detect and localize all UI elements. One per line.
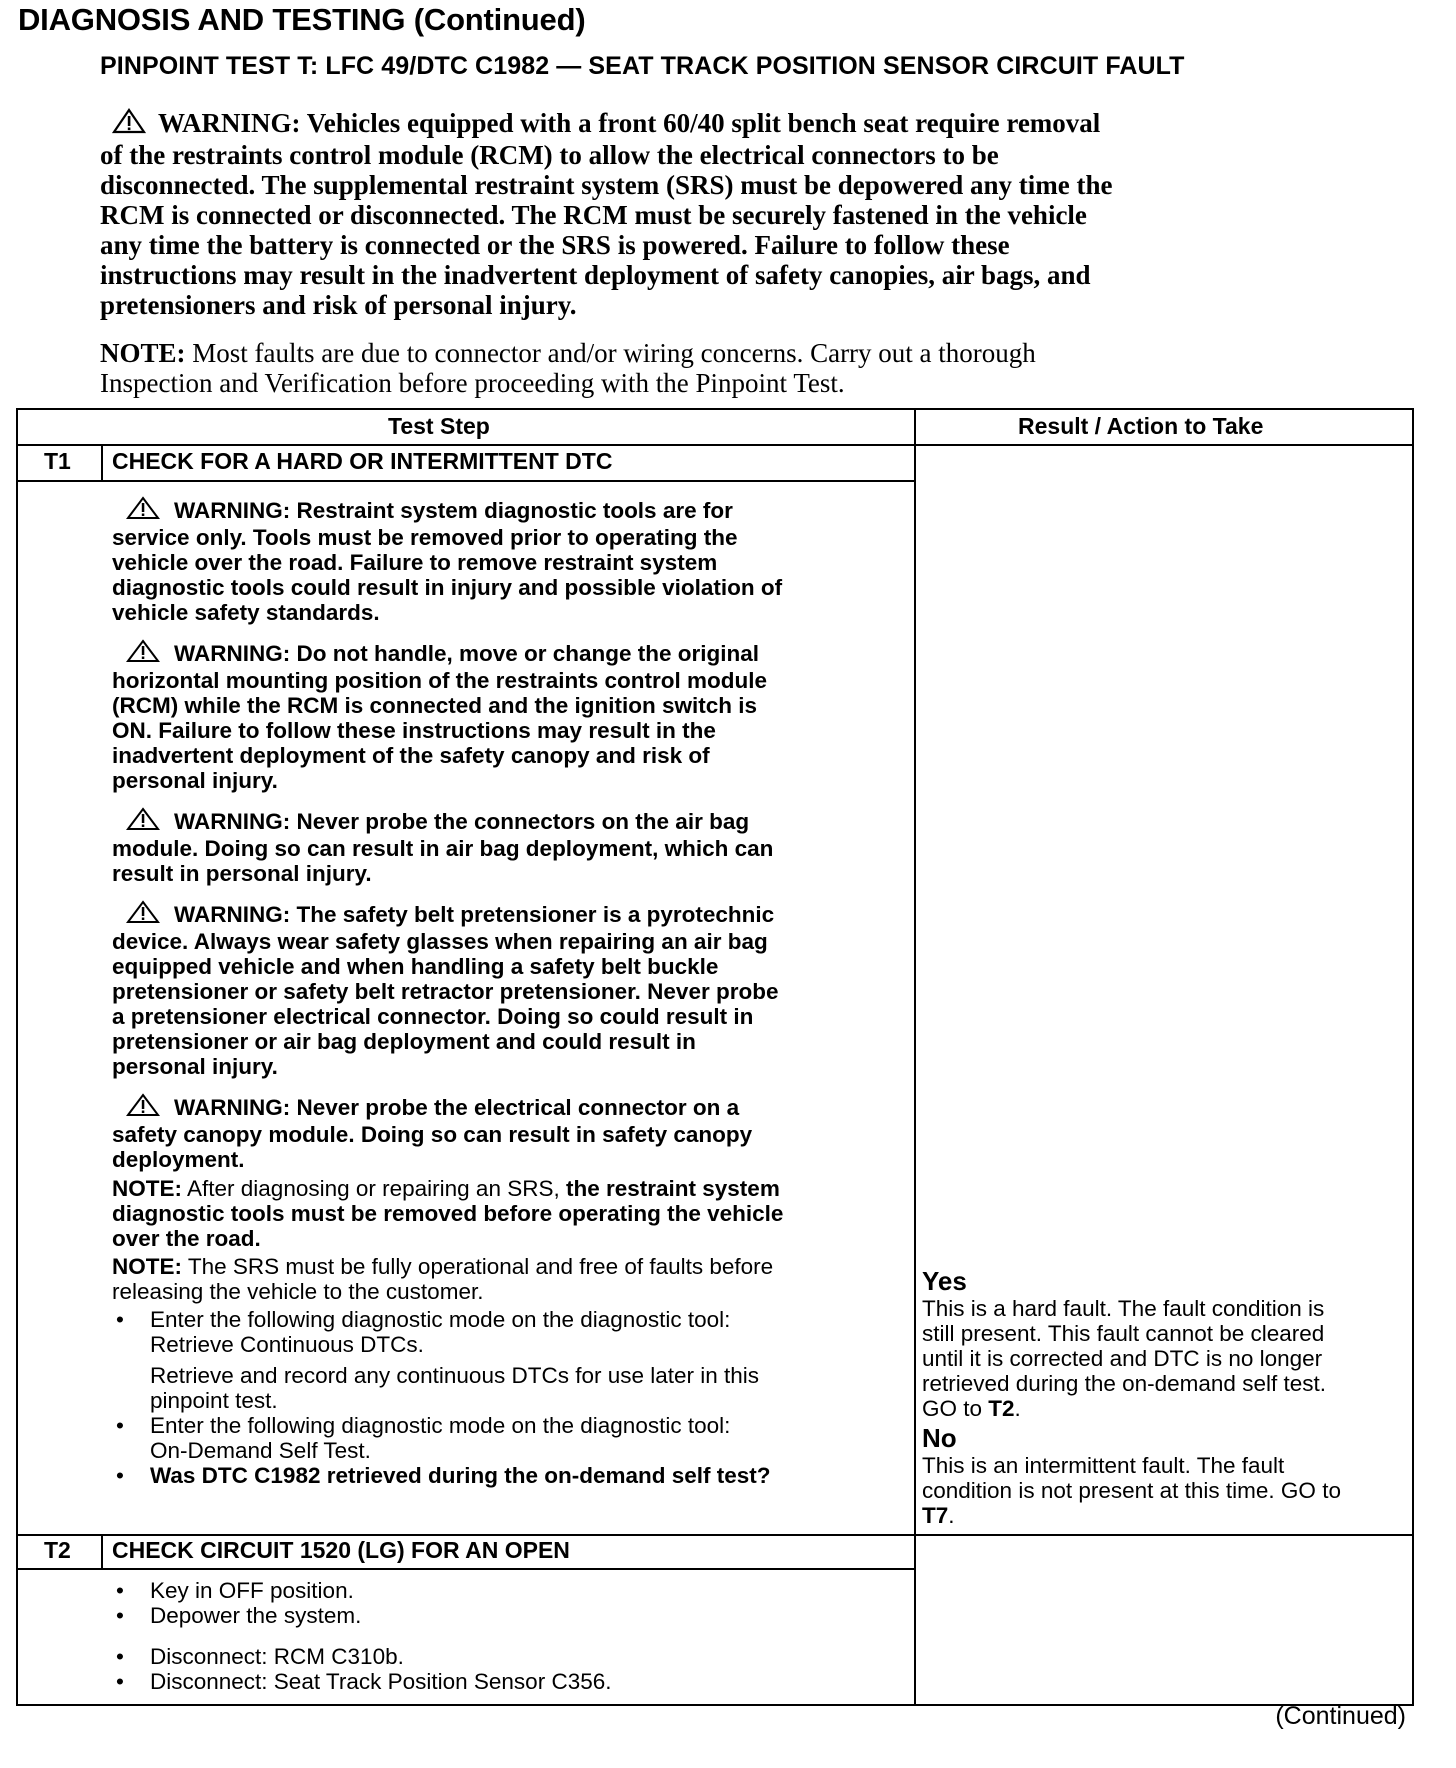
- column-divider: [914, 410, 916, 1704]
- warning-line: personal injury.: [112, 768, 278, 793]
- list-subtext-line: pinpoint test.: [150, 1388, 278, 1413]
- warning-line: horizontal mounting position of the restraints control module: [112, 668, 767, 693]
- goto-step-link[interactable]: T2: [988, 1396, 1015, 1421]
- bullet: •: [116, 1463, 124, 1488]
- list-item: [112, 1307, 912, 1357]
- bullet: •: [116, 1669, 124, 1694]
- list-item-text: Disconnect: Seat Track Position Sensor C356.: [150, 1669, 612, 1694]
- list-item-text: Enter the following diagnostic mode on the diagnostic tool:: [150, 1413, 731, 1438]
- note-label: NOTE:: [112, 1254, 182, 1279]
- warning-line: (RCM) while the RCM is connected and the ignition switch is: [112, 693, 758, 718]
- note-block: [112, 1254, 912, 1304]
- pinpoint-test-title: PINPOINT TEST T: LFC 49/DTC C1982 — SEAT TRACK POSITION SENSOR CIRCUIT FAULT: [100, 52, 1185, 80]
- note-text-bold: over the road.: [112, 1226, 261, 1251]
- list-item-text: Key in OFF position.: [150, 1578, 354, 1603]
- result-no-label: No: [922, 1423, 957, 1453]
- note-text: Most faults are due to connector and/or wiring concerns. Carry out a thorough: [185, 338, 1036, 368]
- intro-warning-line: disconnected. The supplemental restraint system (SRS) must be depowered any time the: [100, 170, 1113, 200]
- result-line: This is an intermittent fault. The fault: [922, 1453, 1285, 1478]
- column-header-result: Result / Action to Take: [1018, 413, 1264, 439]
- result-line: This is a hard fault. The fault condition is: [922, 1296, 1325, 1321]
- note-text-bold: diagnostic tools must be removed before operating the vehicle: [112, 1201, 784, 1226]
- warning-triangle-icon: [126, 807, 160, 836]
- warning-block: [112, 900, 912, 1079]
- step-question: Was DTC C1982 retrieved during the on-demand self test?: [150, 1463, 771, 1488]
- warning-line: WARNING: Restraint system diagnostic tools are for: [174, 498, 733, 523]
- warning-line: WARNING: Do not handle, move or change the original: [174, 641, 760, 666]
- list-subtext: [112, 1363, 912, 1413]
- bullet: •: [116, 1307, 124, 1332]
- warning-line: a pretensioner electrical connector. Doing so could result in: [112, 1004, 754, 1029]
- note-label: NOTE:: [100, 338, 186, 368]
- list-item: [112, 1669, 912, 1694]
- intro-warning-line: instructions may result in the inadvertent deployment of safety canopies, air bags, and: [100, 260, 1091, 290]
- step-t1-body: [112, 496, 912, 1488]
- warning-line: diagnostic tools could result in injury and possible violation of: [112, 575, 783, 600]
- warning-line: personal injury.: [112, 1054, 278, 1079]
- note-text: Inspection and Verification before proceeding with the Pinpoint Test.: [100, 368, 845, 398]
- result-line: until it is corrected and DTC is no longer: [922, 1346, 1323, 1371]
- note-block: [112, 1176, 912, 1251]
- note-text-bold: the restraint system: [565, 1176, 780, 1201]
- step-id: T1: [44, 448, 71, 474]
- list-item-text: On-Demand Self Test.: [150, 1438, 371, 1463]
- intro-warning: [100, 108, 1300, 320]
- result-line: GO to: [922, 1396, 989, 1421]
- result-yes-label: Yes: [922, 1266, 967, 1296]
- list-item: [112, 1578, 912, 1603]
- step-divider: [18, 1534, 1412, 1536]
- step-id: T2: [44, 1537, 71, 1563]
- list-item-text: Enter the following diagnostic mode on the diagnostic tool:: [150, 1307, 731, 1332]
- result-line: still present. This fault cannot be cleared: [922, 1321, 1325, 1346]
- bullet: •: [116, 1413, 124, 1438]
- warning-line: WARNING: Never probe the connectors on the air bag: [174, 809, 750, 834]
- intro-warning-line: RCM is connected or disconnected. The RCM must be securely fastened in the vehicle: [100, 200, 1087, 230]
- header-divider: [18, 444, 1412, 446]
- list-subtext-line: Retrieve and record any continuous DTCs for use later in this: [150, 1363, 760, 1388]
- goto-step-link[interactable]: T7: [922, 1503, 949, 1528]
- list-item-text: Retrieve Continuous DTCs.: [150, 1332, 424, 1357]
- step-title: CHECK CIRCUIT 1520 (LG) FOR AN OPEN: [112, 1537, 570, 1563]
- warning-line: result in personal injury.: [112, 861, 372, 886]
- warning-line: vehicle over the road. Failure to remove restraint system: [112, 550, 718, 575]
- warning-block: [112, 496, 912, 625]
- step-t1-result: [922, 1266, 1412, 1530]
- warning-triangle-icon: [126, 496, 160, 525]
- step-title-divider: [18, 1568, 914, 1570]
- step-title-divider: [18, 480, 914, 482]
- note-text: The SRS must be fully operational and free of faults before: [182, 1254, 774, 1279]
- warning-line: vehicle safety standards.: [112, 600, 380, 625]
- list-item-text: Disconnect: RCM C310b.: [150, 1644, 404, 1669]
- intro-note: [100, 338, 1300, 398]
- intro-warning-line: any time the battery is connected or the SRS is powered. Failure to follow these: [100, 230, 1010, 260]
- warning-line: service only. Tools must be removed prior to operating the: [112, 525, 738, 550]
- warning-line: inadvertent deployment of the safety canopy and risk of: [112, 743, 710, 768]
- warning-line: deployment.: [112, 1147, 245, 1172]
- warning-triangle-icon: [112, 108, 146, 140]
- warning-block: [112, 807, 912, 886]
- warning-triangle-icon: [126, 639, 160, 668]
- column-header-test-step: Test Step: [388, 413, 490, 439]
- result-line: retrieved during the on-demand self test.: [922, 1371, 1326, 1396]
- warning-line: safety canopy module. Doing so can result in safety canopy: [112, 1122, 753, 1147]
- intro-warning-line: pretensioners and risk of personal injury.: [100, 290, 577, 320]
- step-t2-body: [112, 1578, 912, 1694]
- warning-line: device. Always wear safety glasses when repairing an air bag: [112, 929, 768, 954]
- warning-triangle-icon: [126, 900, 160, 929]
- bullet: •: [116, 1578, 124, 1603]
- step-id-divider: [101, 444, 103, 482]
- warning-block: [112, 1093, 912, 1172]
- page-title: DIAGNOSIS AND TESTING (Continued): [18, 2, 586, 37]
- warning-triangle-icon: [126, 1093, 160, 1122]
- note-label: NOTE:: [112, 1176, 182, 1201]
- note-text: releasing the vehicle to the customer.: [112, 1279, 484, 1304]
- intro-warning-line: WARNING: Vehicles equipped with a front 60/40 split bench seat require removal: [158, 108, 1101, 138]
- list-item: [112, 1413, 912, 1463]
- warning-line: pretensioner or air bag deployment and could result in: [112, 1029, 696, 1054]
- continued-label: (Continued): [1275, 1702, 1406, 1730]
- result-no-text: This is an intermittent fault. The fault condition is not present at this time. GO to T7.: [922, 1453, 1412, 1528]
- list-item-question: [112, 1463, 912, 1488]
- result-line: condition is not present at this time. GO to: [922, 1478, 1341, 1503]
- note-text: After diagnosing or repairing an SRS,: [182, 1176, 566, 1201]
- warning-block: [112, 639, 912, 793]
- warning-line: ON. Failure to follow these instructions may result in the: [112, 718, 716, 743]
- warning-line: WARNING: Never probe the electrical connector on a: [174, 1095, 740, 1120]
- step-title: CHECK FOR A HARD OR INTERMITTENT DTC: [112, 448, 613, 474]
- result-yes-text: This is a hard fault. The fault condition is still present. This fault cannot be cleared until it is corrected and DTC is no longer retrieved during the on-demand self test. GO to T2.: [922, 1296, 1412, 1421]
- bullet: •: [116, 1603, 124, 1628]
- list-item: [112, 1644, 912, 1669]
- warning-line: WARNING: The safety belt pretensioner is a pyrotechnic: [174, 902, 775, 927]
- pinpoint-test-table: [16, 408, 1414, 1706]
- bullet: •: [116, 1644, 124, 1669]
- step-id-divider: [101, 1534, 103, 1570]
- list-item: [112, 1603, 912, 1628]
- warning-line: equipped vehicle and when handling a safety belt buckle: [112, 954, 719, 979]
- warning-line: module. Doing so can result in air bag deployment, which can: [112, 836, 774, 861]
- intro-warning-line: of the restraints control module (RCM) to allow the electrical connectors to be: [100, 140, 999, 170]
- list-item-text: Depower the system.: [150, 1603, 362, 1628]
- warning-line: pretensioner or safety belt retractor pretensioner. Never probe: [112, 979, 779, 1004]
